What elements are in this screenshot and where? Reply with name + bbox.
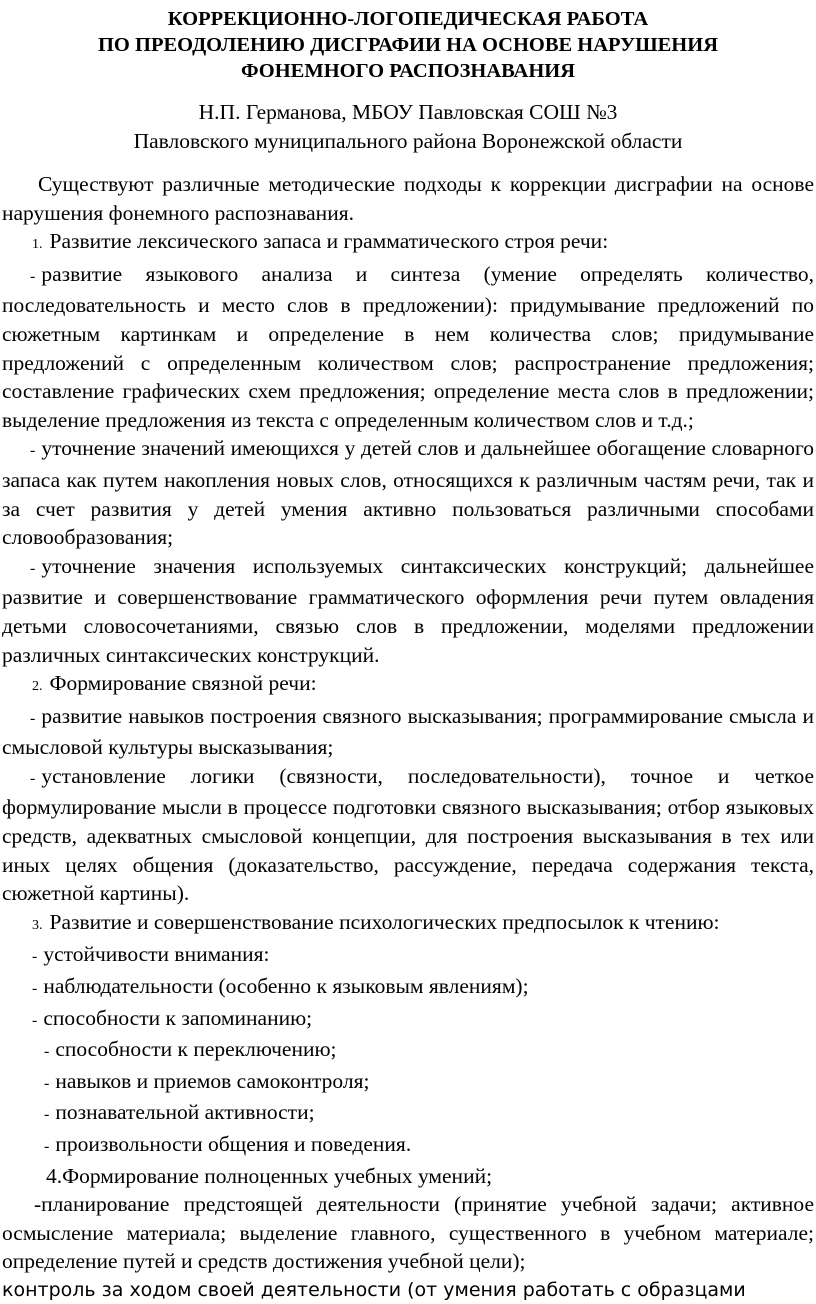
dash-marker: - [30, 559, 36, 577]
dash-marker: - [44, 1043, 50, 1061]
dash-marker: - [32, 980, 38, 998]
document-body [2, 170, 814, 1304]
list-item [2, 1035, 814, 1067]
list-item [2, 1004, 814, 1036]
list-item [2, 762, 814, 908]
section-heading-text: Развитие лексического запаса и грамматического строя речи: [49, 229, 609, 254]
list-item [2, 1067, 814, 1099]
dash-marker: - [30, 267, 36, 285]
title-line-2: ПО ПРЕОДОЛЕНИЮ ДИСГРАФИИ НА ОСНОВЕ НАРУШЕНИЯ [97, 34, 718, 56]
list-item-text: навыков и приемов самоконтроля; [55, 1068, 370, 1093]
dash-marker: - [44, 1074, 50, 1092]
list-item-text: уточнение значений имеющихся у детей слов и дальнейшее обогащение словарного запаса как путем накопления новых слов, относящихся к различным частям речи, так и за счет развития у детей умения активно пользоваться различными способами словообразования; [2, 436, 814, 550]
section-number: 1. [32, 237, 43, 253]
dash-marker: - [32, 1011, 38, 1029]
list-item-text: уточнение значения используемых синтаксических конструкций; дальнейшее развитие и совершенствование грамматического оформления речи путем овладения детьми словосочетаниями, связью слов в предложении, моделями предложении различных синтаксических конструкций. [2, 553, 814, 667]
dash-marker: - [32, 948, 38, 966]
section-2-heading [2, 669, 814, 702]
author-line-1: Н.П. Германова, МБОУ Павловская СОШ №3 [198, 100, 618, 124]
section-number: 4. [46, 1163, 63, 1188]
list-item-text: устойчивости внимания: [43, 942, 270, 967]
section-3-heading [2, 908, 814, 941]
list-item-text: развитие языкового анализа и синтеза (умение определять количество, последовательность и место слов в предложении): придумывание предложений по сюжетным картинкам и определение в нем количества слов; придумывание предложений с определенным количеством слов; распространение предложения; составление графических схем предложения; определение места слов в предложении; выделение предложения из текста с определенным количеством слов и т.д.; [2, 261, 814, 432]
list-item-text: произвольности общения и поведения. [55, 1132, 412, 1156]
section-number: 2. [32, 679, 43, 695]
list-item [2, 434, 814, 551]
list-item-text: развитие навыков построения связного высказывания; программирование смысла и смысловой культуры высказывания; [2, 703, 814, 760]
section-1-heading [2, 227, 814, 260]
list-item [2, 1190, 814, 1276]
section-heading-text: Формирование полноценных учебных умений; [62, 1163, 493, 1188]
list-item [2, 1098, 814, 1130]
section-heading-text: Развитие и совершенствование психологических предпосылок к чтению: [49, 909, 720, 934]
author-line-2: Павловского муниципального района Воронежской области [133, 129, 683, 153]
dash-marker: - [30, 442, 36, 460]
list-item-text: установление логики (связности, последовательности), точное и четкое формулирование мысли в процессе подготовки связного высказывания; отбор языковых средств, адекватных смысловой концепции, для построения высказывания в тех или иных целях общения (доказательство, рассуждение, передача содержания текста, сюжетной картины). [2, 763, 814, 906]
dash-marker: - [30, 709, 36, 727]
title-line-1: КОРРЕКЦИОННО-ЛОГОПЕДИЧЕСКАЯ РАБОТА [167, 8, 649, 30]
list-item [2, 972, 814, 1004]
list-item [2, 260, 814, 435]
list-item [2, 702, 814, 762]
dash-marker: - [34, 1192, 42, 1217]
list-item [2, 940, 814, 972]
section-4-heading [2, 1162, 814, 1191]
section-number: 3. [32, 917, 43, 933]
list-item-text: наблюдательности (особенно к языковым явлениям); [43, 974, 529, 999]
title-line-3: ФОНЕМНОГО РАСПОЗНАВАНИЯ [240, 60, 576, 82]
list-item-text: планирование предстоящей деятельности (принятие учебной задачи; активное осмысление материала; выделение главного, существенного в учебном материале; определение путей и средств достижения учебной цели); [2, 1192, 814, 1274]
list-item [2, 552, 814, 669]
dash-marker: - [30, 769, 36, 787]
author-block [2, 98, 814, 156]
document-title [2, 6, 814, 84]
list-item-text: познавательной активности; [55, 1100, 315, 1125]
dash-marker: - [44, 1138, 50, 1155]
dash-marker: - [44, 1106, 50, 1124]
list-item [2, 1130, 814, 1162]
intro-paragraph: Существуют различные методические подходы к коррекции дисграфии на основе нарушения фонемного распознавания. [2, 172, 814, 225]
last-line: контроль за ходом своей деятельности (от умения работать с образцами [2, 1278, 746, 1301]
list-item-text: способности к переключению; [55, 1037, 337, 1062]
list-item-text: способности к запоминанию; [43, 1005, 313, 1030]
section-heading-text: Формирование связной речи: [49, 671, 317, 696]
